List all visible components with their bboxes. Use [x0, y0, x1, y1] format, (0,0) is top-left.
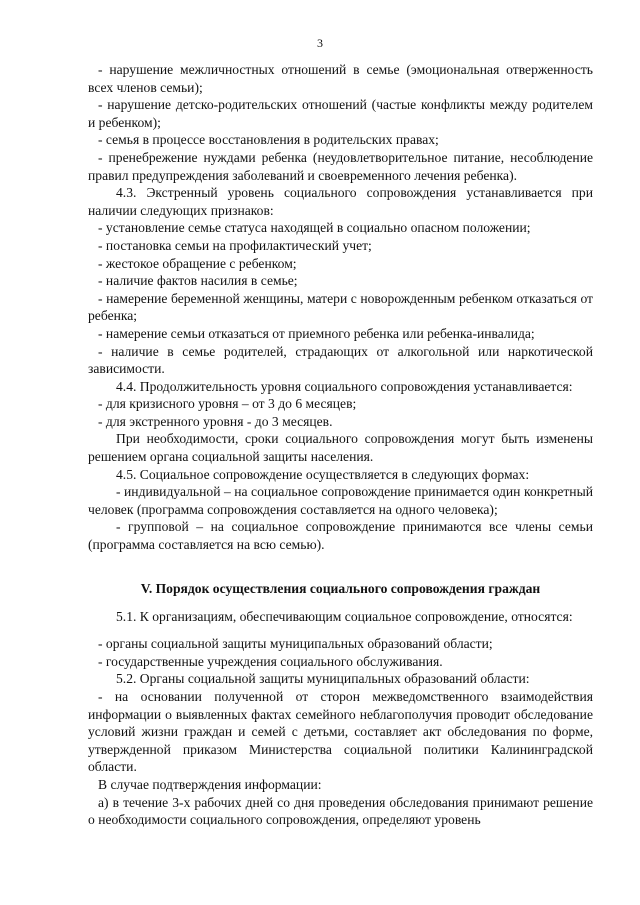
paragraph: - семья в процессе восстановления в родительских правах;: [98, 132, 439, 148]
paragraph: - на основании полученной от сторон межведомственного взаимодействия информации о выявленных фактах семейного неблагополучия проводит обследование условий жизни граждан и семей с детьми, составляет акт обследования по форме, утвержденной приказом Министерства социальной политики Калининградской области.: [88, 689, 593, 775]
paragraph: а) в течение 3-х рабочих дней со дня проведения обследования принимают решение о необходимости социального сопровождения, определяют уровень: [88, 794, 593, 828]
paragraph: - намерение беременной женщины, матери с новорожденным ребенком отказаться от ребенка;: [88, 290, 593, 324]
paragraph: - намерение семьи отказаться от приемного ребенка или ребенка-инвалида;: [98, 325, 535, 341]
paragraph-5-1: 5.1. К организациям, обеспечивающим социальное сопровождение, относятся:: [116, 608, 573, 624]
paragraph: - государственные учреждения социального обслуживания.: [98, 653, 443, 669]
paragraph: - индивидуальной – на социальное сопровождение принимается один конкретный человек (программа сопровождения составляется на одного человека);: [88, 484, 593, 517]
paragraph: - постановка семьи на профилактический учет;: [98, 237, 372, 253]
paragraph: - установление семье статуса находящей в социально опасном положении;: [98, 220, 531, 236]
paragraph: 4.3. Экстренный уровень социального сопровождения устанавливается при наличии следующих признаков:: [88, 185, 593, 218]
paragraph: 4.5. Социальное сопровождение осуществляется в следующих формах:: [116, 466, 530, 482]
page-number: 3: [317, 36, 323, 50]
paragraph: - наличие фактов насилия в семье;: [98, 273, 298, 289]
paragraph: - наличие в семье родителей, страдающих от алкогольной или наркотической зависимости.: [88, 343, 593, 377]
document-body: [88, 61, 593, 829]
paragraph: - жестокое обращение с ребенком;: [98, 255, 297, 271]
paragraph: - пренебрежение нуждами ребенка (неудовлетворительное питание, несоблюдение правил предупреждения заболеваний и своевременного лечения ребенка).: [88, 149, 593, 183]
paragraph: При необходимости, сроки социального сопровождения могут быть изменены решением органа социальной защиты населения.: [88, 431, 593, 465]
section-5-body: [88, 635, 593, 829]
paragraph: - органы социальной защиты муниципальных образований области;: [98, 636, 493, 652]
section-4-continuation: [88, 61, 593, 554]
paragraph: - для кризисного уровня – от 3 до 6 месяцев;: [98, 396, 357, 412]
section-heading: V. Порядок осуществления социального сопровождения граждан: [140, 580, 541, 596]
paragraph: - нарушение межличностных отношений в семье (эмоциональная отверженность всех членов семьи);: [88, 62, 593, 95]
paragraph: 4.4. Продолжительность уровня социального сопровождения устанавливается:: [116, 378, 573, 394]
paragraph: - для экстренного уровня - до 3 месяцев.: [98, 413, 333, 429]
paragraph: - нарушение детско-родительских отношений (частые конфликты между родителем и ребенком);: [88, 97, 593, 130]
paragraph: - групповой – на социальное сопровождение принимаются все члены семьи (программа составляется на всю семью).: [88, 519, 593, 553]
paragraph: В случае подтверждения информации:: [98, 776, 322, 792]
paragraph: 5.2. Органы социальной защиты муниципальных образований области:: [116, 671, 530, 687]
